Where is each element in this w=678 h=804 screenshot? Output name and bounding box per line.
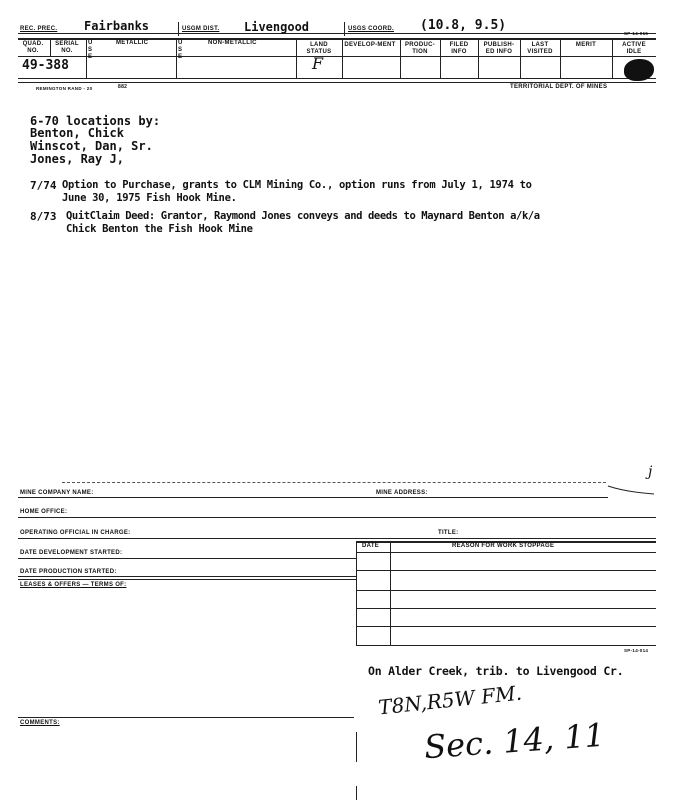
non-metallic-header: NON-METALLIC [208, 40, 257, 46]
section-handwritten: Sec. 14, 11 [422, 715, 607, 767]
township-range-handwritten: T8N,R5W FM. [377, 680, 523, 720]
filed-info-header: FILED INFO [449, 42, 469, 55]
stoppage-date-header: DATE [362, 543, 380, 549]
locations-heading: 6-70 locations by: [30, 114, 161, 128]
entry-2-line-2: Chick Benton the Fish Hook Mine [66, 223, 253, 235]
active-idle-header: ACTIVE IDLE [622, 42, 646, 55]
rec-prec-label: REC. PREC. [20, 26, 58, 32]
operating-official-label: OPERATING OFFICIAL IN CHARGE: [20, 530, 131, 536]
usgs-metallic-marker: U S E [88, 40, 93, 60]
mine-company-name-label: MINE COMPANY NAME: [20, 490, 94, 496]
entry-1-line-2: June 30, 1975 Fish Hook Mine. [62, 192, 237, 204]
production-header: PRODUC-TION [404, 42, 436, 55]
entry-2-line-1: QuitClaim Deed: Grantor, Raymond Jones conveys and deeds to Maynard Benton a/k/a [66, 210, 540, 222]
stoppage-reason-header: REASON FOR WORK STOPPAGE [452, 543, 555, 549]
printer-code: 882 [118, 84, 128, 90]
date-development-label: DATE DEVELOPMENT STARTED: [20, 550, 123, 556]
quad-no-header: QUAD. NO. [22, 41, 44, 54]
land-status-header: LAND STATUS [306, 42, 332, 55]
leases-offers-label: LEASES & OFFERS — TERMS OF: [20, 582, 127, 588]
usgs-coord-value: (10.8, 9.5) [420, 18, 507, 33]
title-label: TITLE: [438, 530, 459, 536]
metallic-header: METALLIC [116, 40, 149, 46]
locator-2: Winscot, Dan, Sr. [30, 139, 153, 153]
development-header: DEVELOP-MENT [344, 42, 396, 48]
territorial-dept-label: TERRITORIAL DEPT. OF MINES [510, 84, 608, 90]
home-office-label: HOME OFFICE: [20, 509, 68, 515]
usgs-nonmetallic-marker: U S E [178, 40, 183, 60]
usgm-dist-label: USGM DIST. [182, 26, 220, 32]
mine-address-label: MINE ADDRESS: [376, 490, 428, 496]
pen-stroke [606, 482, 656, 496]
location-note: On Alder Creek, trib. to Livengood Cr. [368, 664, 624, 678]
rec-prec-value: Fairbanks [84, 19, 150, 33]
printer-label: REMINGTON RAND - 20 [36, 86, 93, 91]
form-number-bottom: SP-14-014 [624, 648, 649, 653]
serial-number-value: 49-388 [22, 58, 69, 73]
active-idle-blot [624, 59, 654, 81]
land-status-mark: F [312, 54, 324, 73]
merit-header: MERIT [575, 42, 597, 48]
published-info-header: PUBLISH-ED INFO [483, 42, 515, 55]
usgs-coord-label: USGS COORD. [348, 26, 394, 32]
comments-label: COMMENTS: [20, 720, 60, 726]
serial-no-header: SERIAL NO. [55, 41, 79, 54]
locator-1: Benton, Chick [30, 126, 124, 140]
margin-mark: j [648, 464, 653, 480]
date-production-label: DATE PRODUCTION STARTED: [20, 569, 117, 575]
entry-date-2: 8/73 [30, 210, 57, 223]
entry-1-line-1: Option to Purchase, grants to CLM Mining Co., option runs from July 1, 1974 to [62, 179, 532, 191]
form-number-top: SP-14-015 [624, 31, 649, 36]
entry-date-1: 7/74 [30, 179, 57, 192]
last-visited-header: LAST VISITED [527, 42, 553, 55]
locator-3: Jones, Ray J, [30, 152, 124, 166]
usgm-dist-value: Livengood [244, 20, 310, 34]
